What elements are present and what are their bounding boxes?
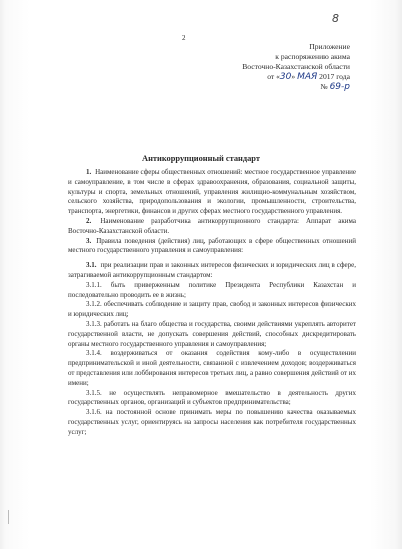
paragraph-number: 3.1.6. [86,408,102,417]
date-prefix: от « [267,72,280,81]
date-month: МАЯ [297,72,318,82]
paragraph-3-1-1 [68,281,356,301]
paragraph-number: 2. [86,216,92,225]
paragraph-3-1-2 [68,300,356,320]
paragraph-number: 3.1. [86,261,97,270]
paragraph-number: 3.1.2. [86,300,102,309]
number-prefix: № [320,82,330,91]
paragraph-text: на постоянной основе принимать меры по повышению качества оказываемых государственных услуг, ориентируясь на запросы населения как потребителя государственных услуг; [68,408,356,436]
date-mid: » [291,72,298,81]
paragraph-3-1-3 [68,320,356,349]
document-body [68,168,356,438]
paragraph-number: 3.1.5. [86,388,102,397]
paragraph-3 [68,237,356,257]
number-value: 69-р [329,82,350,92]
document-title: Антикоррупционный стандарт [142,154,260,163]
paragraph-text: при реализации прав и законных интересов физических и юридических лиц в сфере, затрагиваемой антикоррупционным стандартом: [68,261,356,279]
paragraph-text: быть приверженным политике Президента Республики Казахстан и последовательно проводить ее в жизнь; [68,280,356,299]
paragraph-3-1-4 [68,349,356,388]
scan-edge-mark [8,510,15,524]
appendix-line-2: к распоряжению акима [275,52,350,61]
paragraph-text: воздерживаться от оказания содействия кому-либо в осуществлении предпринимательской и иной деятельности, связанной с извлечением доходов; воздерживаться от представления или лоббирования интересов третьих лиц, а равно совершения действий от их имени; [68,349,356,387]
paragraph-number: 3.1.3. [86,319,102,328]
paragraph-number: 3.1.4. [86,349,102,358]
paragraph-number: 3. [86,236,92,245]
appendix-header [200,42,350,92]
paragraph-2 [68,217,356,237]
paragraph-text: Наименование разработчика антикоррупционного стандарта: Аппарат акима Восточно-Казахстанской области. [68,216,356,235]
paragraph-text: не осуществлять неправомерное вмешательство в деятельность других государственных органов, организаций и субъектов предпринимательства; [68,388,357,407]
date-day: 30 [279,72,292,82]
paragraph-text: Правила поведения (действия) лиц, работающих в сфере общественных отношений местного государственного управления и самоуправления: [68,236,356,255]
appendix-line-3: Восточно-Казахстанской области [242,62,350,71]
appendix-date-line [200,72,350,82]
date-year: 2017 года [317,72,350,81]
paragraph-number: 1. [86,168,92,176]
paragraph-text: обеспечивать соблюдение и защиту прав, свобод и законных интересов физических и юридических лиц; [68,300,357,319]
paragraph-3-1-5 [68,389,356,409]
paragraph-3-1 [68,261,356,281]
paragraph-number: 3.1.1. [86,280,102,289]
paragraph-1 [68,168,356,217]
paragraph-text: Наименование сферы общественных отношений: местное государственное управление и самоуправление, в том числе в сферах здравоохранения, образования, социальной защиты, культуры и спорта, земельных отношений, управления жилищно-коммунальным хозяйством, сельского хозяйства, природопользования и экологии, промышленности, строительства, транспорта, энергетики, финансов и других сферах местного государственного управления. [68,168,357,216]
page-number: 2 [182,34,186,42]
appendix-line-1: Приложение [309,42,350,51]
paragraph-3-1-6 [68,408,356,437]
handwritten-page-number: 8 [332,12,339,25]
appendix-number-line [200,82,350,92]
paragraph-text: работать на благо общества и государства, своими действиями укреплять авторитет государственной власти, не допускать совершения действий, способных дискредитировать органы местного государственного управления и самоуправления; [68,319,356,348]
